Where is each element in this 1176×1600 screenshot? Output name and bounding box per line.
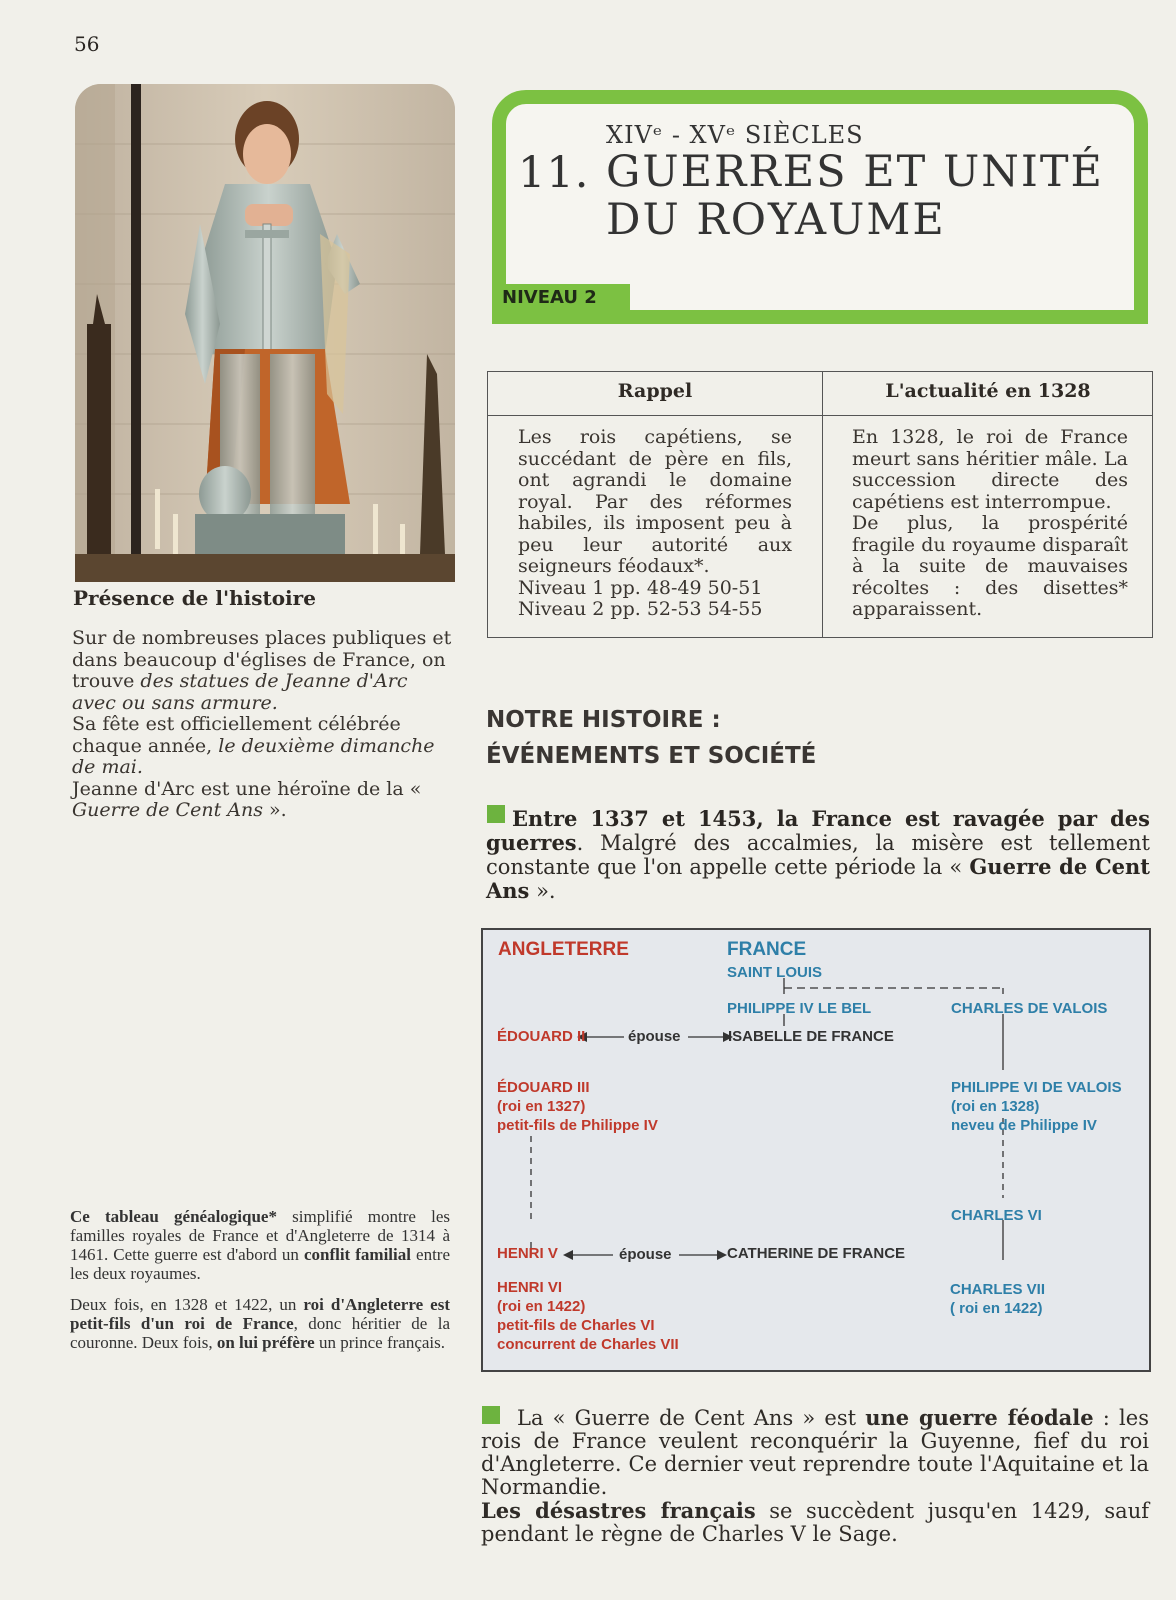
philippe-vi: PHILIPPE VI DE VALOIS (roi en 1328) neveu de Philippe IV xyxy=(951,1079,1122,1134)
caption-p2: Deux fois, en 1328 et 1422, un roi d'Angleterre est petit-fils d'un roi de France, donc héritier de la couronne. Deux fois, on lui préfère un prince français. xyxy=(70,1295,450,1352)
edouard-ii: ÉDOUARD II xyxy=(497,1028,586,1045)
rappel-body: Les rois capétiens, se succédant de père en fils, ont agrandi le domaine royal. Par des réformes habiles, ils imposent peu à peu leur autorité aux seigneurs féodaux*. Niveau 1 pp. 48-49 50-51 Niveau 2 pp. 52-53 54-55 xyxy=(518,426,792,620)
section-title: NOTRE HISTOIRE : ÉVÉNEMENTS ET SOCIÉTÉ xyxy=(486,707,817,769)
isabelle-de-france: ISABELLE DE FRANCE xyxy=(728,1028,894,1045)
chapter-number: 11. xyxy=(518,148,590,198)
paragraph-guerre: Entre 1337 et 1453, la France est ravagée par des guerres. Malgré des accalmies, la misère est tellement constante que l'on appelle cette période la « Guerre de Cent Ans ». xyxy=(486,806,1150,903)
presence-p2: Sa fête est officiellement célébrée chaque année, le deuxième dimanche de mai. xyxy=(72,713,435,778)
catherine-de-france: CATHERINE DE FRANCE xyxy=(727,1245,906,1262)
charles-vi: CHARLES VI xyxy=(951,1207,1042,1224)
page-number: 56 xyxy=(74,32,100,56)
rappel-table xyxy=(487,371,1153,638)
charles-vii: CHARLES VII ( roi en 1422) xyxy=(950,1281,1046,1317)
actualite-body: En 1328, le roi de France meurt sans héritier mâle. La succession directe des capétiens est interrompue. De plus, la prospérité fragile du royaume disparaît à la suite de mauvaises récoltes : des disettes* apparaissent. xyxy=(852,426,1128,620)
paragraph-feodale: La « Guerre de Cent Ans » est une guerre féodale : les rois de France veulent reconquérir la Guyenne, fief du roi d'Angleterre. Ce dernier veut reprendre toute l'Aquitaine et la Normandie. Les désastres français se succèdent jusqu'en 1429, sauf pendant le règne de Charles V le Sage. xyxy=(481,1405,1149,1546)
caption-p1: Ce tableau généalogique* simplifié montre les familles royales de France et d'Angleterre de 1314 à 1461. Cette guerre est d'abord un conflit familial entre les deux royaumes. xyxy=(70,1207,451,1283)
epouse-label-2: épouse xyxy=(619,1246,672,1263)
saint-louis: SAINT LOUIS xyxy=(727,964,823,981)
chapter-centuries: XIVᵉ - XVᵉ SIÈCLES xyxy=(606,121,864,149)
charles-de-valois: CHARLES DE VALOIS xyxy=(951,1000,1108,1017)
presence-p3: Jeanne d'Arc est une héroïne de la « Guerre de Cent Ans ». xyxy=(72,777,422,821)
chapter-title-line2: DU ROYAUME xyxy=(606,195,946,245)
actualite-header: L'actualité en 1328 xyxy=(885,380,1091,402)
henri-v: HENRI V xyxy=(497,1245,558,1262)
photo-caption-title: Présence de l'histoire xyxy=(73,586,316,610)
epouse-label-1: épouse xyxy=(628,1028,681,1045)
france-header: FRANCE xyxy=(727,939,807,960)
genealogy-chart xyxy=(481,928,1151,1372)
genealogy-caption xyxy=(70,1207,450,1364)
angleterre-header: ANGLETERRE xyxy=(498,939,629,960)
rappel-header: Rappel xyxy=(617,380,693,402)
chapter-title-line1: GUERRES ET UNITÉ xyxy=(606,147,1104,197)
chapter-title xyxy=(606,148,1126,244)
presence-p1: Sur de nombreuses places publiques et dans beaucoup d'églises de France, on trouve des statues de Jeanne d'Arc avec ou sans armure. xyxy=(72,627,452,714)
henri-vi: HENRI VI (roi en 1422) petit-fils de Charles VI concurrent de Charles VII xyxy=(497,1279,679,1353)
joan-of-arc-statue-image xyxy=(75,84,455,582)
presence-text xyxy=(72,628,452,822)
edouard-iii: ÉDOUARD III (roi en 1327) petit-fils de Philippe IV xyxy=(497,1079,658,1134)
statue-photo xyxy=(75,84,455,582)
level-badge: NIVEAU 2 xyxy=(492,284,630,312)
philippe-iv: PHILIPPE IV LE BEL xyxy=(727,1000,872,1017)
